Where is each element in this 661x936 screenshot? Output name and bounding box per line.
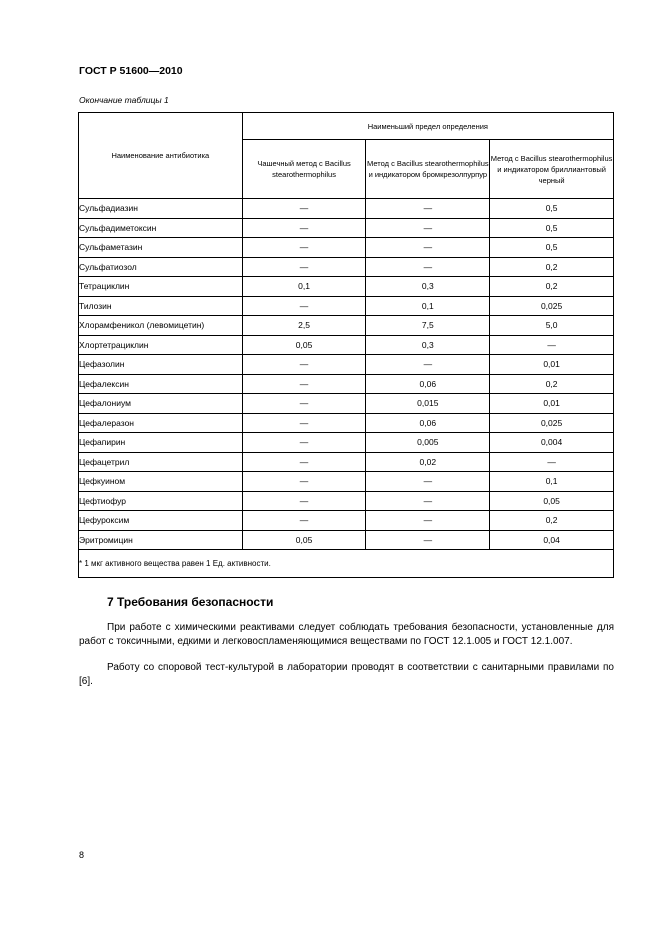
- value-cell-method-1: 2,5: [242, 316, 366, 336]
- column-header-name: Наименование антибиотика: [79, 113, 243, 199]
- value-cell-method-2: 0,3: [366, 335, 490, 355]
- value-cell-method-1: 0,05: [242, 335, 366, 355]
- table-row: [79, 394, 614, 414]
- table-row: [79, 277, 614, 297]
- value-cell-method-2: —: [366, 472, 490, 492]
- value-cell-method-2: 0,015: [366, 394, 490, 414]
- antibiotic-name-cell: Цефалониум: [79, 394, 243, 414]
- value-cell-method-3: 0,2: [490, 511, 614, 531]
- value-cell-method-2: —: [366, 530, 490, 550]
- value-cell-method-3: 5,0: [490, 316, 614, 336]
- antibiotic-name-cell: Сульфадиазин: [79, 199, 243, 219]
- value-cell-method-1: —: [242, 511, 366, 531]
- value-cell-method-3: 0,025: [490, 296, 614, 316]
- document-header: ГОСТ Р 51600—2010: [79, 65, 183, 77]
- value-cell-method-2: 0,02: [366, 452, 490, 472]
- column-group-header: Наименьший предел определения: [242, 113, 613, 140]
- value-cell-method-3: 0,04: [490, 530, 614, 550]
- table-row: [79, 355, 614, 375]
- table-row: [79, 491, 614, 511]
- table-row: [79, 257, 614, 277]
- page-number: 8: [79, 850, 85, 860]
- value-cell-method-1: —: [242, 413, 366, 433]
- value-cell-method-1: —: [242, 355, 366, 375]
- antibiotic-name-cell: Цефазолин: [79, 355, 243, 375]
- table-row: [79, 530, 614, 550]
- value-cell-method-3: 0,5: [490, 199, 614, 219]
- value-cell-method-2: —: [366, 511, 490, 531]
- antibiotics-table: [78, 112, 614, 578]
- antibiotic-name-cell: Цефацетрил: [79, 452, 243, 472]
- table-body: [79, 199, 614, 550]
- antibiotic-name-cell: Цефуроксим: [79, 511, 243, 531]
- table-footnote: * 1 мкг активного вещества равен 1 Ед. активности.: [79, 550, 614, 578]
- value-cell-method-3: —: [490, 335, 614, 355]
- antibiotic-name-cell: Эритромицин: [79, 530, 243, 550]
- value-cell-method-2: 0,06: [366, 374, 490, 394]
- table-row: [79, 413, 614, 433]
- value-cell-method-1: 0,1: [242, 277, 366, 297]
- value-cell-method-2: —: [366, 218, 490, 238]
- value-cell-method-3: 0,5: [490, 238, 614, 258]
- value-cell-method-1: 0,05: [242, 530, 366, 550]
- table-row: [79, 238, 614, 258]
- value-cell-method-3: 0,01: [490, 355, 614, 375]
- value-cell-method-3: 0,1: [490, 472, 614, 492]
- table-row: [79, 374, 614, 394]
- value-cell-method-2: —: [366, 491, 490, 511]
- table-row: [79, 472, 614, 492]
- value-cell-method-3: 0,2: [490, 374, 614, 394]
- value-cell-method-3: —: [490, 452, 614, 472]
- table-row: [79, 452, 614, 472]
- antibiotic-name-cell: Хлорамфеникол (левомицетин): [79, 316, 243, 336]
- column-header-method-1: Чашечный метод с Bacillus stearothermophilus: [242, 140, 366, 199]
- value-cell-method-2: —: [366, 238, 490, 258]
- table-row: [79, 218, 614, 238]
- value-cell-method-3: 0,05: [490, 491, 614, 511]
- column-header-method-2: Метод с Bacillus stearothermophilus и индикатором бромкрезолпурпур: [366, 140, 490, 199]
- value-cell-method-2: —: [366, 355, 490, 375]
- value-cell-method-1: —: [242, 472, 366, 492]
- section-title: 7 Требования безопасности: [107, 595, 274, 609]
- antibiotic-name-cell: Цефалеразон: [79, 413, 243, 433]
- value-cell-method-3: 0,025: [490, 413, 614, 433]
- table-row: [79, 511, 614, 531]
- value-cell-method-1: —: [242, 491, 366, 511]
- value-cell-method-2: 7,5: [366, 316, 490, 336]
- column-header-method-3: Метод с Bacillus stearothermophilus и индикатором бриллиантовый черный: [490, 140, 614, 199]
- value-cell-method-2: —: [366, 257, 490, 277]
- antibiotic-name-cell: Тилозин: [79, 296, 243, 316]
- value-cell-method-1: —: [242, 433, 366, 453]
- antibiotic-name-cell: Цефалексин: [79, 374, 243, 394]
- antibiotic-name-cell: Цефкуином: [79, 472, 243, 492]
- value-cell-method-1: —: [242, 218, 366, 238]
- value-cell-method-1: —: [242, 452, 366, 472]
- table-row: [79, 433, 614, 453]
- value-cell-method-1: —: [242, 238, 366, 258]
- antibiotic-name-cell: Цефтиофур: [79, 491, 243, 511]
- table-row: [79, 199, 614, 219]
- value-cell-method-1: —: [242, 199, 366, 219]
- antibiotic-name-cell: Сульфатиозол: [79, 257, 243, 277]
- antibiotic-name-cell: Тетрациклин: [79, 277, 243, 297]
- value-cell-method-3: 0,2: [490, 277, 614, 297]
- table-row: [79, 296, 614, 316]
- value-cell-method-3: 0,5: [490, 218, 614, 238]
- section-paragraph: При работе с химическими реактивами следует соблюдать требования безопасности, установленные для работ с токсичными, едкими и легковоспламеняющимися веществами по ГОСТ 12.1.005 и ГОСТ 12.1.007.: [79, 622, 614, 647]
- antibiotic-name-cell: Цефапирин: [79, 433, 243, 453]
- table-row: [79, 335, 614, 355]
- antibiotic-name-cell: Хлортетрациклин: [79, 335, 243, 355]
- table-row: [79, 316, 614, 336]
- value-cell-method-2: 0,06: [366, 413, 490, 433]
- value-cell-method-3: 0,004: [490, 433, 614, 453]
- value-cell-method-3: 0,01: [490, 394, 614, 414]
- value-cell-method-3: 0,2: [490, 257, 614, 277]
- value-cell-method-1: —: [242, 296, 366, 316]
- value-cell-method-2: 0,1: [366, 296, 490, 316]
- antibiotic-name-cell: Сульфадиметоксин: [79, 218, 243, 238]
- value-cell-method-2: 0,005: [366, 433, 490, 453]
- value-cell-method-2: —: [366, 199, 490, 219]
- section-paragraph: Работу со споровой тест-культурой в лаборатории проводят в соответствии с санитарными правилами по [6].: [79, 662, 614, 687]
- table-caption: Окончание таблицы 1: [79, 95, 169, 105]
- value-cell-method-1: —: [242, 394, 366, 414]
- value-cell-method-1: —: [242, 257, 366, 277]
- value-cell-method-1: —: [242, 374, 366, 394]
- antibiotic-name-cell: Сульфаметазин: [79, 238, 243, 258]
- value-cell-method-2: 0,3: [366, 277, 490, 297]
